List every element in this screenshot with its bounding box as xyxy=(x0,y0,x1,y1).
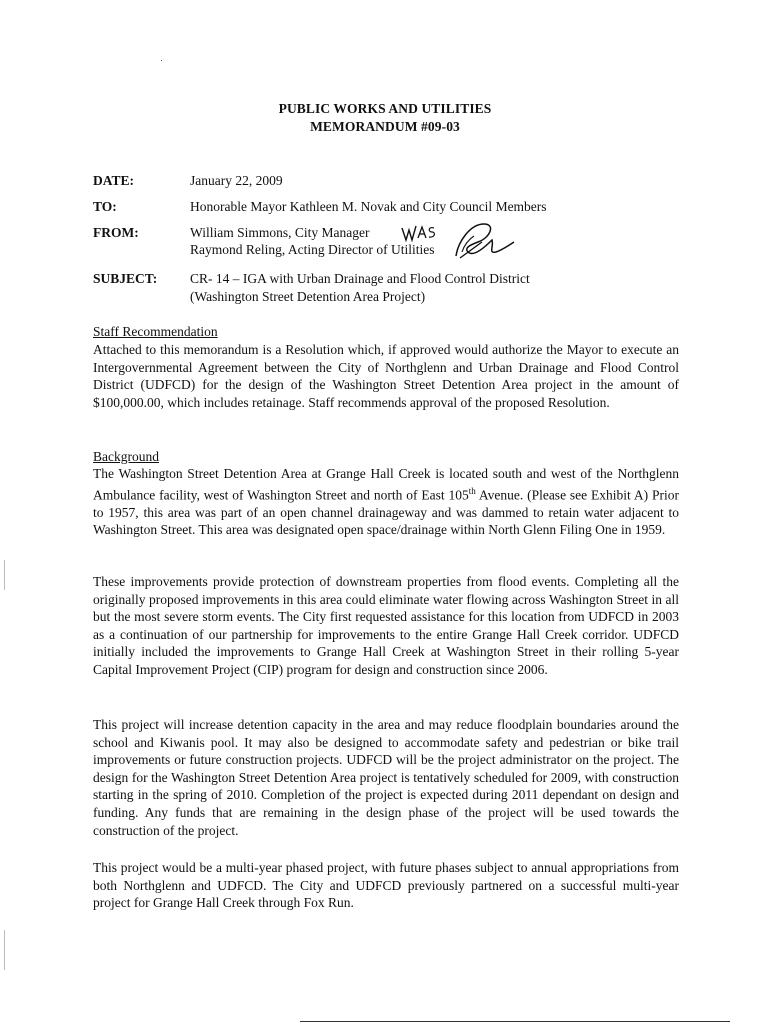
background-heading: Background xyxy=(93,449,159,464)
staff-recommendation-text: Attached to this memorandum is a Resolution which, if approved would authorize the Mayor to execute an Intergovernmental Agreement between the City of Northglenn and Urban Drainage and Flood Control District (UDFCD) for the design of the Washington Street Detention Area project in the amount of $100,000.00, which includes retainage. Staff recommends approval of the proposed Resolution. xyxy=(93,342,679,410)
multiyear-paragraph: This project would be a multi-year phased project, with future phases subject to annual appropriations from both Northglenn and UDFCD. The City and UDFCD previously partnered on a successful multi-year project for Grange Hall Creek through Fox Run. xyxy=(93,860,679,911)
date-label: DATE: xyxy=(93,173,135,188)
to-value: Honorable Mayor Kathleen M. Novak and City Council Members xyxy=(190,199,547,214)
from-line-2: Raymond Reling, Acting Director of Utilities xyxy=(190,242,435,257)
from-label: FROM: xyxy=(93,225,139,240)
signature-mark xyxy=(398,218,518,264)
ordinal-suffix: th xyxy=(468,485,476,496)
subject-line-2: (Washington Street Detention Area Project) xyxy=(190,289,426,304)
memo-title-number: MEMORANDUM #09-03 xyxy=(310,119,460,134)
scan-artifact-left xyxy=(4,560,5,590)
memo-title-department: PUBLIC WORKS AND UTILITIES xyxy=(278,101,492,116)
project-paragraph: This project will increase detention capacity in the area and may reduce floodplain boundaries around the school and Kiwanis pool. It may also be designed to accommodate safety and pedestrian or bike trail improvements or future construction projects. UDFCD will be the project administrator on the project. The design for the Washington Street Detention Area project is tentatively scheduled for 2009, with construction starting in the spring of 2010. Completion of the project is expected during 2011 dependant on design and funding. Any funds that are remaining in the design phase of the project will be used towards the construction of the project. xyxy=(93,717,679,838)
from-line-1: William Simmons, City Manager xyxy=(190,225,370,240)
background-text-end: Avenue. (Please see Exhibit A) Prior to 1957, this area was part of an open channel drainageway and was dammed to retain water adjacent to Washington Street. This area was designated open space/drainage within North Glenn Filing One in 1959. xyxy=(93,487,679,538)
date-value: January 22, 2009 xyxy=(190,173,283,188)
scan-artifact-left-lower xyxy=(4,930,5,970)
improvements-paragraph: These improvements provide protection of downstream properties from flood events. Completing all the originally proposed improvements in this area could eliminate water flowing across Washington Street in all but the most severe storm events. The City first requested assistance for this location from UDFCD in 2003 as a continuation of our partnership for improvements to the entire Grange Hall Creek corridor. UDFCD initially included the improvements to Grange Hall Creek at Washington Street in their rolling 5-year Capital Improvement Project (CIP) program for design and construction since 2006. xyxy=(93,574,679,677)
staff-recommendation-heading: Staff Recommendation xyxy=(93,324,218,339)
subject-label: SUBJECT: xyxy=(93,271,158,286)
background-text xyxy=(93,465,679,539)
subject-line-1: CR- 14 – IGA with Urban Drainage and Flood Control District xyxy=(190,271,530,286)
handwritten-signature xyxy=(398,218,518,264)
bottom-edge-line xyxy=(300,1021,730,1022)
to-label: TO: xyxy=(93,199,117,214)
scan-speck xyxy=(161,60,162,61)
background-text-start: The Washington Street Detention Area at Grange Hall Creek is located south and west of the Northglenn Ambulance facility, west of Washington Street and north of East 105 xyxy=(93,466,679,503)
